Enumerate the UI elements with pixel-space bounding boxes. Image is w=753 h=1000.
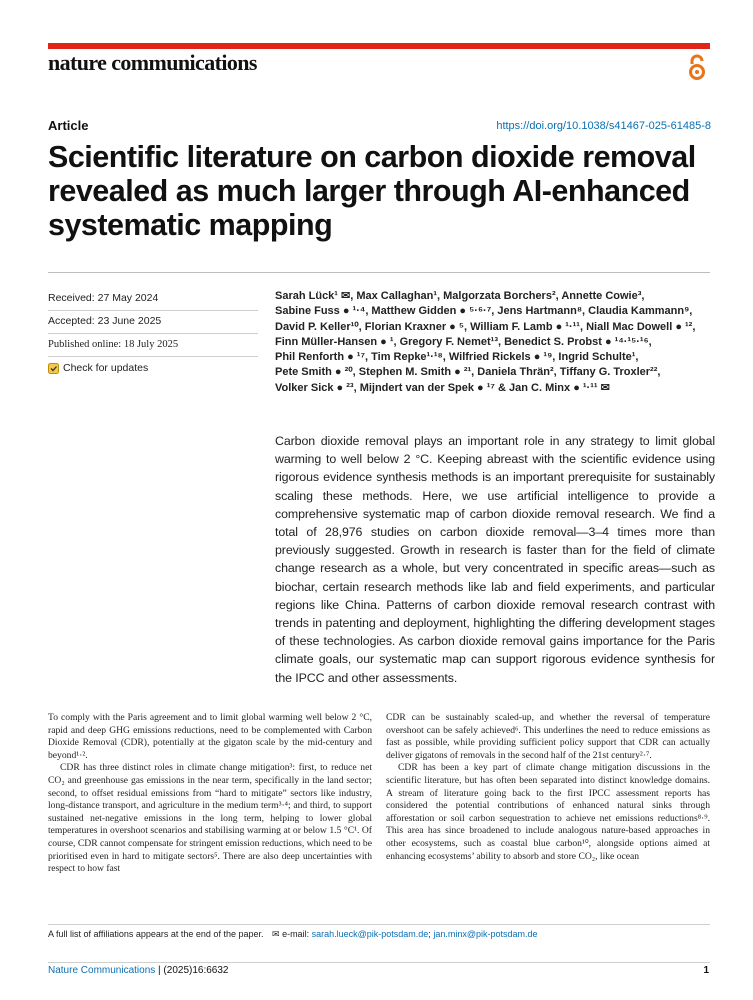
- footer-volume: | (2025)16:6632: [158, 965, 229, 976]
- check-updates-icon: [48, 363, 59, 374]
- body-paragraph: To comply with the Paris agreement and to limit global warming well below 2 °C, rapid and deep GHG emissions reductions, need to be complemented with Carbon Dioxide Removal (CDR), potentially at the gigaton scale by the mid-century and beyond¹·².: [48, 712, 372, 761]
- page-number: 1: [703, 965, 709, 976]
- body-paragraph: CDR has three distinct roles in climate change mitigation³: first, to reduce net CO₂ and greenhouse gas emissions in the near term, specifically in the land sector; second, to offset residual emissions from “hard to mitigate” sectors like industry, long-distance transport, and agriculture in the medium term³·⁴; and third, to support sustained net-negative emissions in the long term, helping to lower global temperatures in overshoot scenarios and stabilising warming at or below 1.5 °C¹. Of course, CDR cannot compensate for stringent emission reductions, which need to be prioritised even in hard to mitigate sectors⁵. There are also deep uncertainties with respect to how fast: [48, 762, 372, 875]
- author-line[interactable]: David P. Keller¹⁰, Florian Kraxner ● ⁵, William F. Lamb ● ¹·¹¹, Niall Mac Dowell ● ¹²,: [275, 320, 696, 333]
- author-line[interactable]: Sarah Lück¹ ✉, Max Callaghan¹, Malgorzata Borchers², Annette Cowie³,: [275, 290, 645, 302]
- email-link-1[interactable]: sarah.lueck@pik-potsdam.de: [311, 929, 429, 939]
- abstract: Carbon dioxide removal plays an important role in any strategy to limit global warming to well below 2 °C. Keeping abreast with the scientific evidence using rigorous evidence synthesis methods is an important prerequisite for sustainably scaling these methods. Here, we use artificial intelligence to provide a comprehensive systematic map of carbon dioxide removal research. We find a total of 28,976 studies on carbon dioxide removal—3–4 times more than previously suggested. Growth in research is faster than for the field of climate change research as a whole, but very concentrated in specific areas—such as biochar, certain research methods like lab and field experiments, and particular regions like China. Patterns of carbon dioxide removal research contrast with trends in patenting and deployment, highlighting the differing development stages of these technologies. As carbon dioxide removal gains importance for the Paris climate goals, our systematic map can support rigorous evidence synthesis for the IPCC and other assessments.: [275, 434, 715, 685]
- footer-divider: [48, 962, 710, 963]
- footnote: [48, 929, 538, 940]
- mail-icon: ✉: [272, 929, 280, 939]
- author-line[interactable]: Sabine Fuss ● ¹·⁴, Matthew Gidden ● ⁵·⁶·⁷, Jens Hartmann⁸, Claudia Kammann⁹,: [275, 305, 693, 318]
- open-access-icon: [688, 54, 706, 82]
- accepted-date: Accepted: 23 June 2025: [48, 311, 258, 334]
- author-line[interactable]: Finn Müller-Hansen ● ¹, Gregory F. Nemet¹³, Benedict S. Probst ● ¹⁴·¹⁵·¹⁶,: [275, 335, 652, 348]
- dates-panel: [48, 288, 258, 380]
- body-column-left: [48, 712, 372, 876]
- body-paragraph: CDR has been a key part of climate change mitigation discussions in the scientific literature, but has often been separated into distinct knowledge domains. A stream of literature going back to the first IPCC assessment reports has considered the potential contributions of enhanced natural sinks through afforestation or soil carbon sequestration to achieve net emissions reductions⁸·⁹. This area has since broadened to include analogous nature-based approaches in other ecosystems, such as coastal blue carbon¹⁰, alongside options aimed at enhancing ecosystems’ ability to absorb and store CO₂, like ocean: [386, 762, 710, 862]
- journal-name[interactable]: nature communications: [48, 50, 257, 75]
- email-label: e-mail:: [282, 929, 310, 939]
- divider: [48, 272, 710, 273]
- author-line[interactable]: Volker Sick ● ²³, Mijndert van der Spek ● ¹⁷ & Jan C. Minx ● ¹·¹¹ ✉: [275, 381, 610, 394]
- body-column-right: [386, 712, 710, 863]
- author-line[interactable]: Phil Renforth ● ¹⁷, Tim Repke¹·¹⁸, Wilfried Rickels ● ¹⁹, Ingrid Schulte¹,: [275, 351, 639, 364]
- footer-citation: [48, 965, 228, 976]
- author-line[interactable]: Pete Smith ● ²⁰, Stephen M. Smith ● ²¹, Daniela Thrän², Tiffany G. Troxler²²,: [275, 366, 661, 379]
- article-type: Article: [48, 118, 89, 133]
- check-updates-button[interactable]: [48, 357, 258, 380]
- footer-journal[interactable]: Nature Communications: [48, 965, 156, 976]
- check-updates-label: Check for updates: [63, 362, 149, 374]
- received-date: Received: 27 May 2024: [48, 288, 258, 311]
- doi-link[interactable]: https://doi.org/10.1038/s41467-025-61485-8: [496, 120, 711, 132]
- footnote-divider: [48, 924, 710, 925]
- affiliations-note: A full list of affiliations appears at the end of the paper.: [48, 929, 264, 939]
- body-paragraph: CDR can be sustainably scaled-up, and whether the reversal of temperature overshoot can be safely achieved⁶. This underlines the need to reduce emissions as fast as possible, while providing sufficient policy support that CDR can actually deliver gigatons of removals in the second half of the 21st century²·⁷.: [386, 712, 710, 761]
- email-separator: ;: [428, 929, 431, 939]
- email-link-2[interactable]: jan.minx@pik-potsdam.de: [433, 929, 538, 939]
- journal-accent-bar: [48, 43, 710, 49]
- author-list: [275, 289, 715, 396]
- article-title: Scientific literature on carbon dioxide removal revealed as much larger through AI-enhanced systematic mapping: [48, 140, 696, 242]
- published-date: Published online: 18 July 2025: [48, 334, 258, 357]
